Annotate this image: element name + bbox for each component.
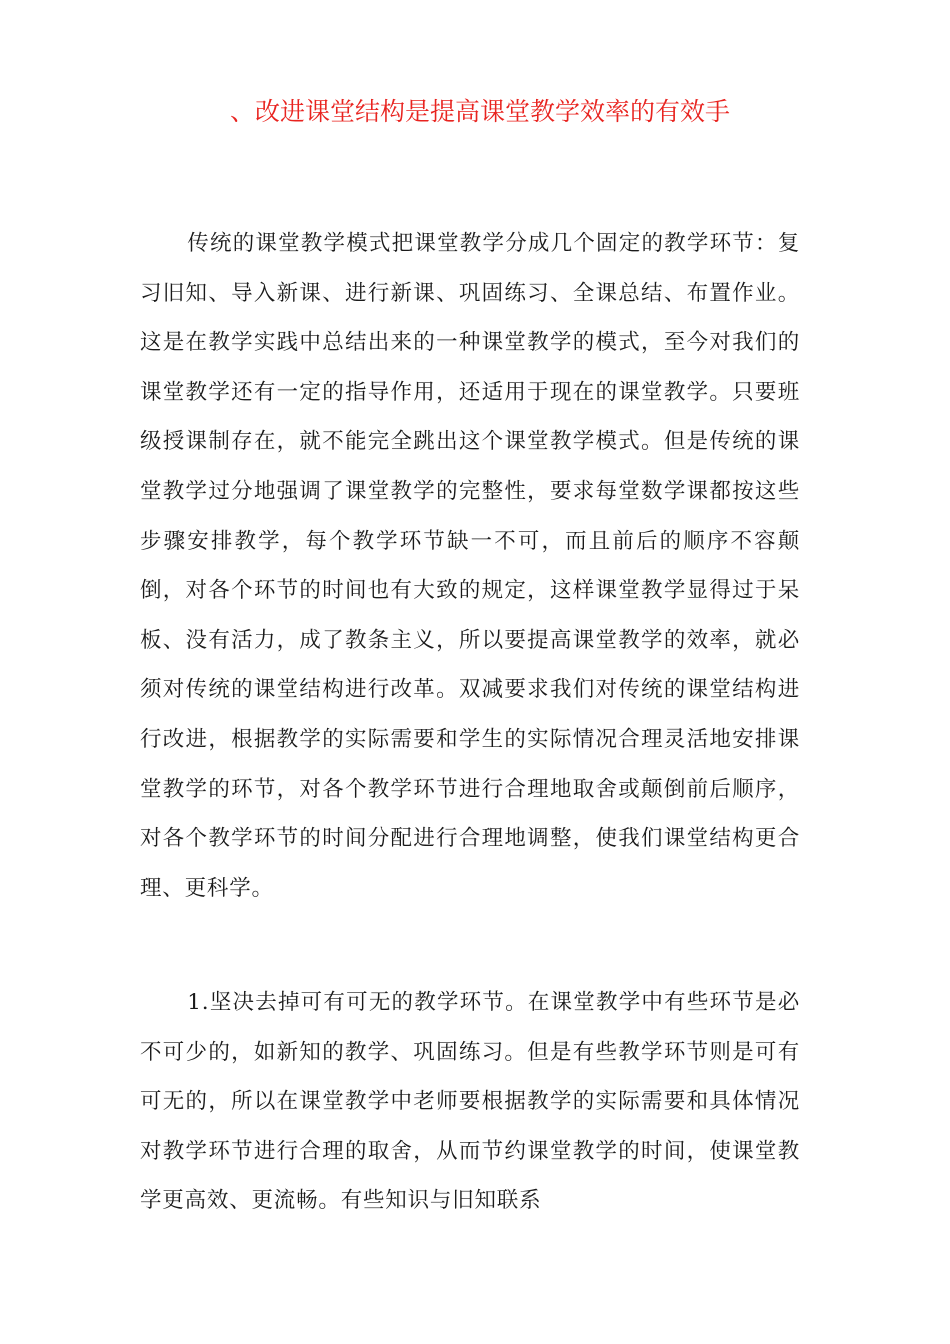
body-paragraph: 1.坚决去掉可有可无的教学环节。在课堂教学中有些环节是必不可少的，如新知的教学、巩固练习。但是有些教学环节则是可有可无的，所以在课堂教学中老师要根据教学的实际需要和具体情况对教学环节进行合理的取舍，从而节约课堂教学的时间，使课堂教学更高效、更流畅。有些知识与旧知联系 xyxy=(140,990,800,1214)
body-paragraph: 传统的课堂教学模式把课堂教学分成几个固定的教学环节：复习旧知、导入新课、进行新课、巩固练习、全课总结、布置作业。这是在教学实践中总结出来的一种课堂教学的模式，至今对我们的课堂教学还有一定的指导作用，还适用于现在的课堂教学。只要班级授课制存在，就不能完全跳出这个课堂教学模式。但是传统的课堂教学过分地强调了课堂教学的完整性，要求每堂数学课都按这些步骤安排教学，每个教学环节缺一不可，而且前后的顺序不容颠倒，对各个环节的时间也有大致的规定，这样课堂教学显得过于呆板、没有活力，成了教条主义，所以要提高课堂教学的效率，就必须对传统的课堂结构进行改革。双减要求我们对传统的课堂结构进行改进，根据教学的实际需要和学生的实际情况合理灵活地安排课堂教学的环节，对各个教学环节进行合理地取舍或颠倒前后顺序，对各个教学环节的时间分配进行合理地调整，使我们课堂结构更合理、更科学。 xyxy=(140,231,800,901)
document-title: 、改进课堂结构是提高课堂教学效率的有效手 xyxy=(229,97,730,126)
